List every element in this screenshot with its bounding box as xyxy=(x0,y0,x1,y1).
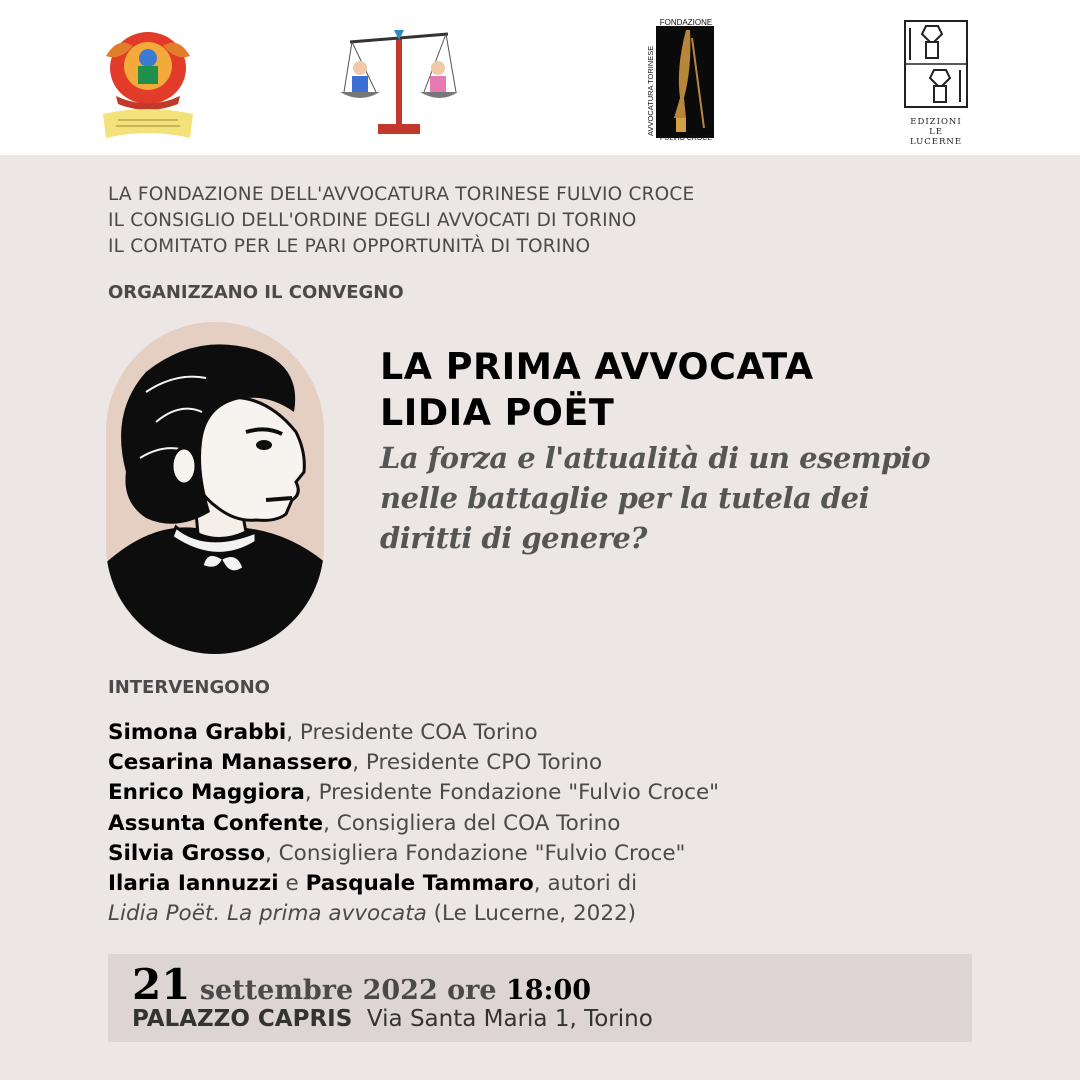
author-name-1: Ilaria Iannuzzi xyxy=(108,871,279,897)
organizers-list xyxy=(108,182,694,260)
speaker-name: Cesarina Manassero xyxy=(108,750,353,776)
logo-fulvio-croce-text: FULVIO CROCE xyxy=(660,135,712,142)
subtitle-line-1: La forza e l'attualità di un esempio xyxy=(380,441,931,475)
book-title: Lidia Poët. La prima avvocata xyxy=(108,901,427,927)
event-time: 18:00 xyxy=(505,975,592,1006)
author-name-2: Pasquale Tammaro xyxy=(305,871,534,897)
speaker-name: Simona Grabbi xyxy=(108,720,287,745)
speaker-name: Silvia Grosso xyxy=(108,840,265,866)
speaker-role: , Presidente Fondazione "Fulvio Croce" xyxy=(304,780,720,806)
logo-edizioni-text: EDIZIONI LE LUCERNE xyxy=(909,117,963,147)
scales-of-justice-logo xyxy=(338,26,460,136)
event-venue: PALAZZO CAPRIS xyxy=(132,1006,353,1032)
subtitle-line-3: diritti di genere? xyxy=(380,521,647,555)
cpo-emblem-logo xyxy=(98,16,198,144)
organizzano-heading: ORGANIZZANO IL CONVEGNO xyxy=(108,282,404,303)
speaker-row xyxy=(108,718,719,748)
speaker-row xyxy=(108,778,719,808)
speaker-role: , Presidente COA Torino xyxy=(286,720,538,745)
subtitle-line-2: nelle battaglie per la tutela dei xyxy=(380,481,870,515)
speaker-row xyxy=(108,809,719,839)
event-subtitle xyxy=(380,438,930,558)
speakers-list xyxy=(108,718,719,929)
speaker-row xyxy=(108,839,719,869)
event-address: Via Santa Maria 1, Torino xyxy=(366,1006,653,1032)
book-info: (Le Lucerne, 2022) xyxy=(426,901,637,927)
organizer-consiglio: IL CONSIGLIO DELL'ORDINE DEGLI AVVOCATI DI TORINO xyxy=(108,210,637,231)
lidia-poet-portrait xyxy=(106,322,324,654)
event-date-box xyxy=(108,954,972,1042)
speaker-row xyxy=(108,748,719,778)
authors-row xyxy=(108,869,719,899)
authors-suffix: , autori di xyxy=(533,871,638,897)
event-month-year: settembre 2022 ore xyxy=(190,975,506,1006)
edizioni-le-lucerne-logo xyxy=(904,20,968,147)
intervengono-heading: INTERVENGONO xyxy=(108,677,270,698)
logo-bar xyxy=(0,0,1080,155)
title-line-2: LIDIA POËT xyxy=(380,391,615,434)
logo-fondazione-text: FONDAZIONE xyxy=(659,18,713,27)
event-date-line xyxy=(132,960,591,1009)
logo-avvocatura-text: AVVOCATURA TORINESE xyxy=(646,45,655,136)
event-day: 21 xyxy=(132,960,191,1009)
speaker-name: Enrico Maggiora xyxy=(108,780,305,806)
authors-joiner: e xyxy=(278,871,306,897)
event-title xyxy=(380,344,814,436)
speaker-name: Assunta Confente xyxy=(108,810,324,836)
event-venue-line xyxy=(132,1006,653,1032)
speaker-role: , Consigliera del COA Torino xyxy=(323,810,621,836)
organizer-comitato: IL COMITATO PER LE PARI OPPORTUNITÀ DI TORINO xyxy=(108,236,591,257)
speaker-role: , Presidente CPO Torino xyxy=(352,750,603,776)
speaker-role: , Consigliera Fondazione "Fulvio Croce" xyxy=(265,840,686,866)
fondazione-fulvio-croce-logo xyxy=(646,18,716,142)
organizer-fondazione: LA FONDAZIONE DELL'AVVOCATURA TORINESE FULVIO CROCE xyxy=(108,184,695,205)
title-line-1: LA PRIMA AVVOCATA xyxy=(380,345,814,388)
book-row xyxy=(108,899,719,929)
